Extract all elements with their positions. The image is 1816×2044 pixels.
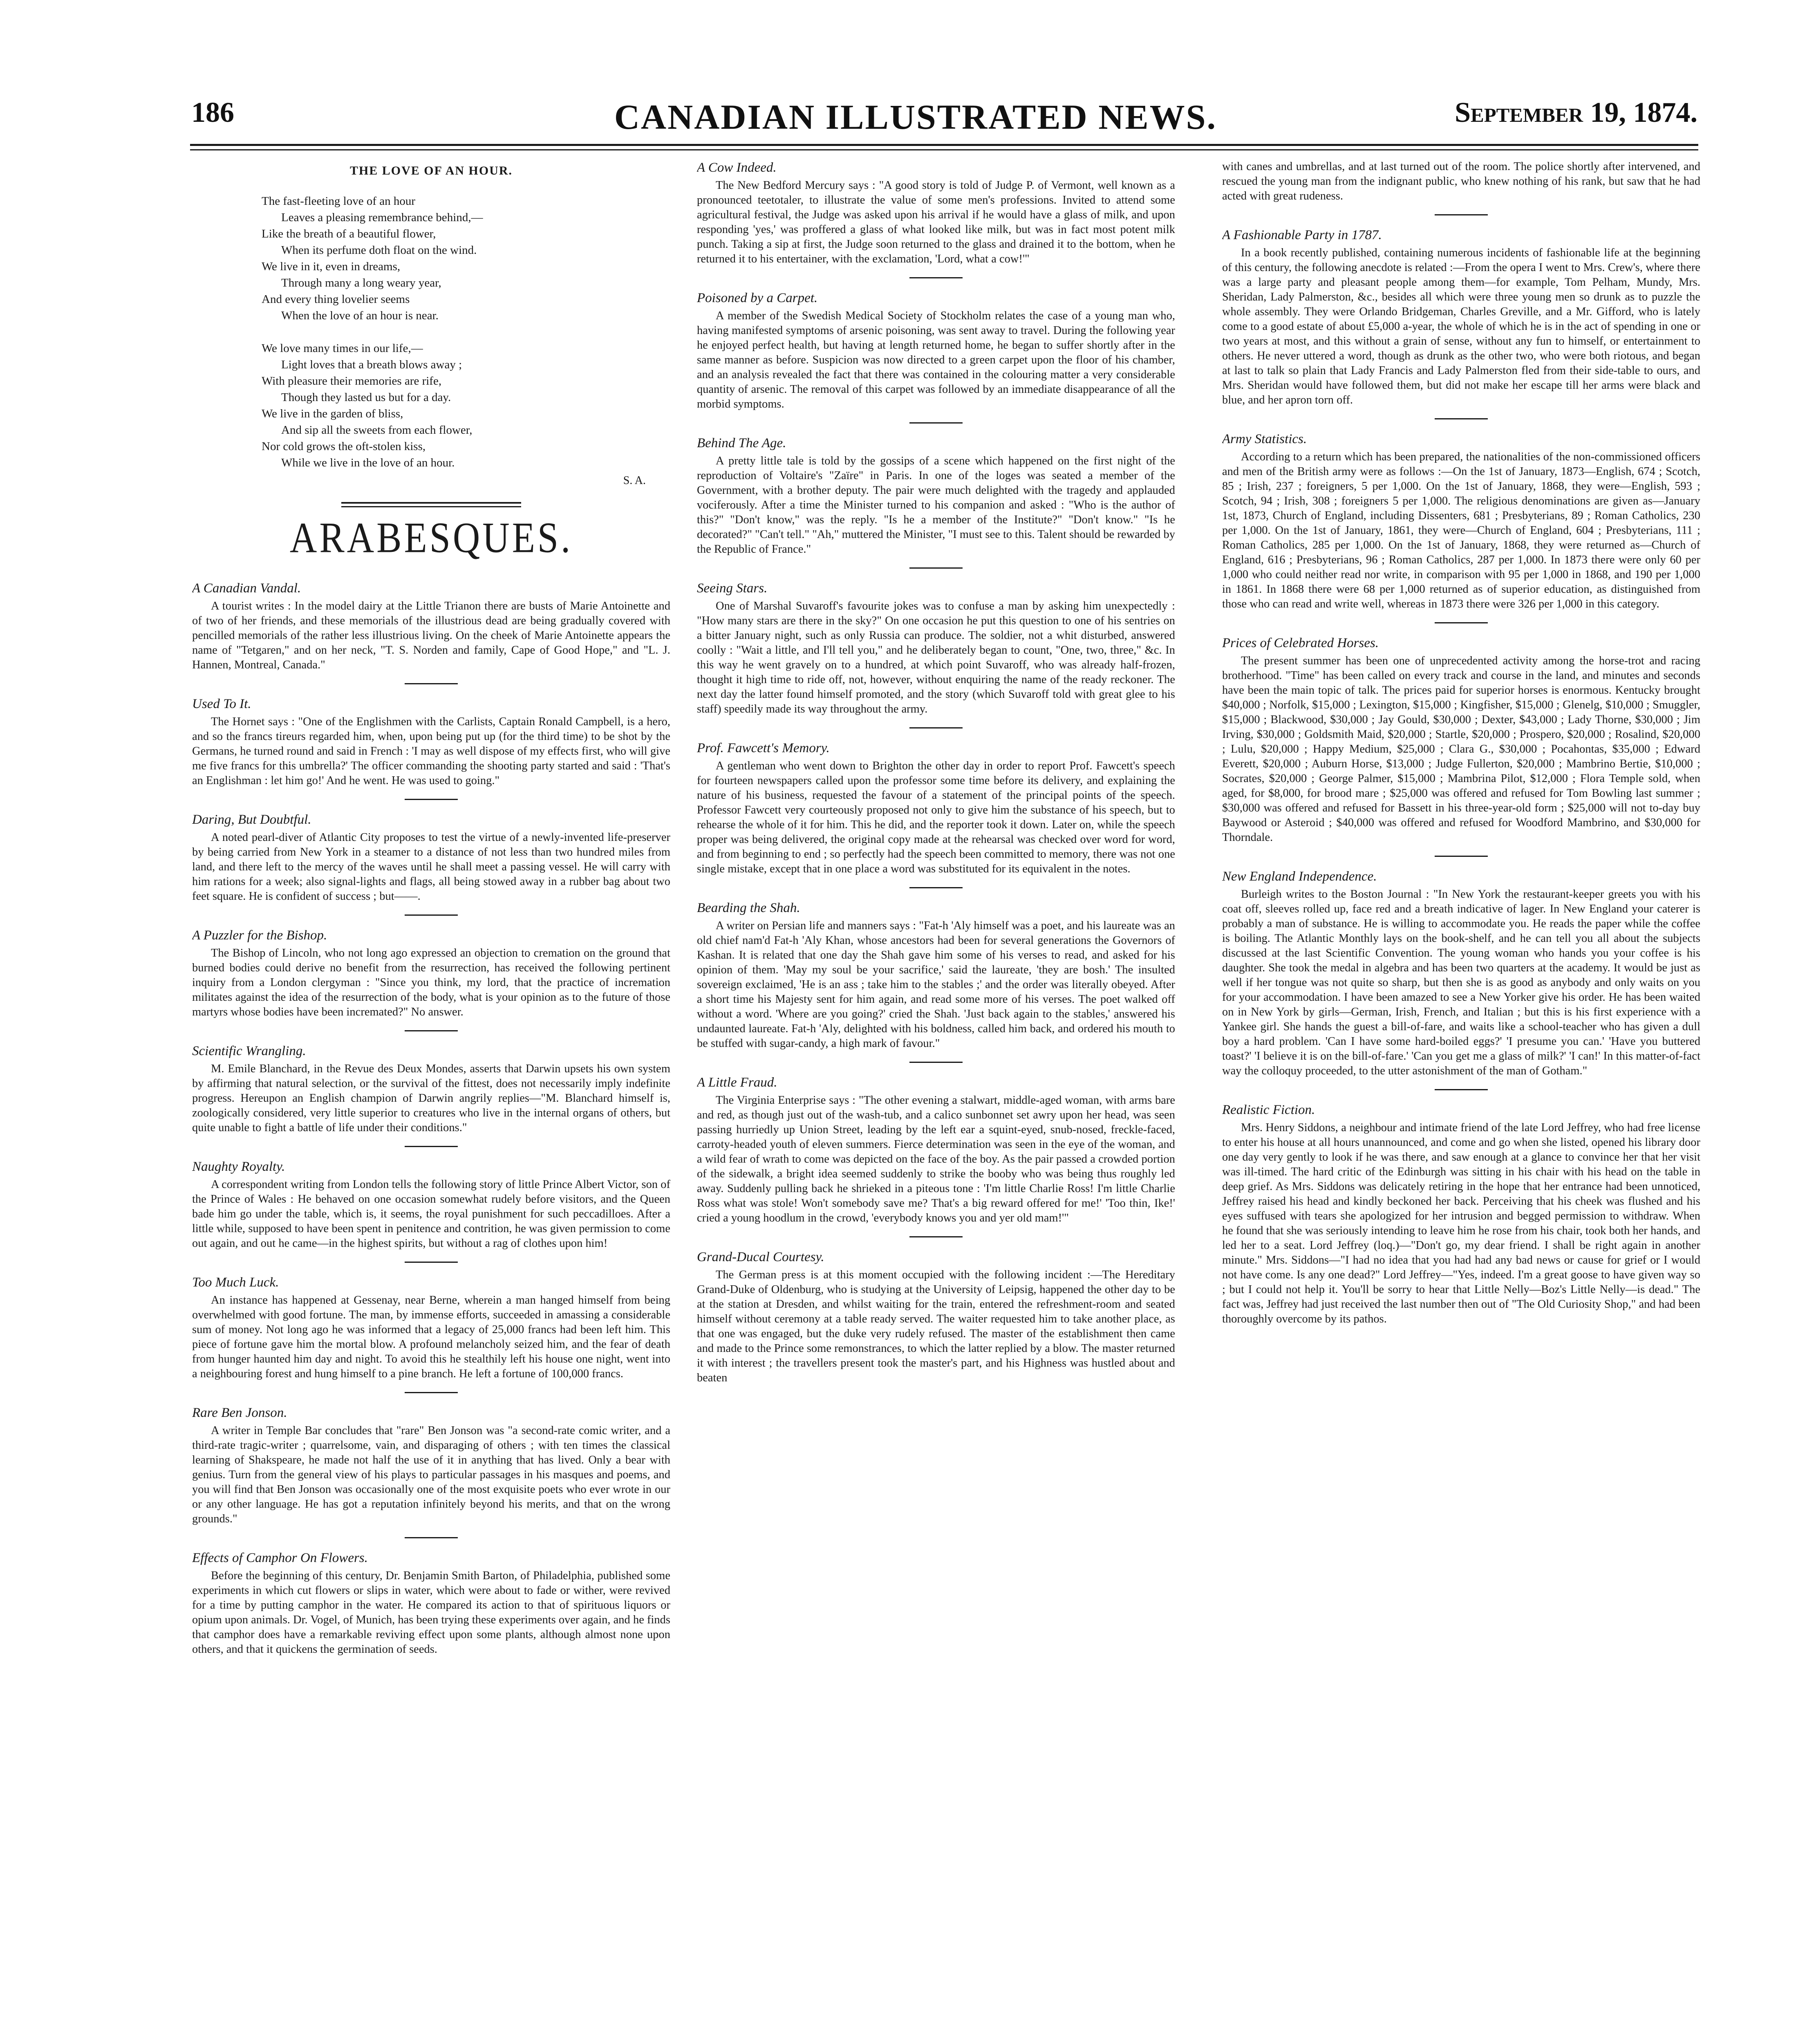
article-title: Used To It. xyxy=(192,697,251,711)
article-body: The Hornet says : "One of the Englishmen with the Carlists, Captain Ronald Campbell, is a hero, and so the francs tireurs regarded him, when, upon being put up (for the third time) to be shot by the Germans, he turned round and said in French : 'I may as well dispose of my effects first, who will give me five francs for this umbrella?' The officer commanding the shooting party started and said : 'That's an Englishman : let him go!' And he went. He was used to going." xyxy=(192,715,670,787)
poem-line: The fast-fleeting love of an hour xyxy=(262,195,416,208)
article-body: A pretty little tale is told by the gossips of a scene which happened on the first night of the reproduction of Voltaire's "Zaïre" in Paris. In one of the loges was seated a member of the Government, with a brother deputy. The pair were much delighted with the tragedy and applauded vociferously. After a time the Minister turned to his companion and asked : "Who is the author of this?" "Don't know," was the reply. "Is he a member of the Institute?" "Don't know." "Is he decorated?" "Can't tell." "Ah," muttered the Minister, "I must see to this. Talent should be rewarded by the Republic of France." xyxy=(697,455,1175,556)
article-title: Seeing Stars. xyxy=(697,581,768,596)
column-3 xyxy=(1222,159,1700,2044)
column-2 xyxy=(697,159,1175,2044)
article-body: Before the beginning of this century, Dr. Benjamin Smith Barton, of Philadelphia, published some experiments in which cut flowers or slips in water, which were about to fade or wither, were revived for a time by putting camphor in the water. He compared its action to that of spirituous liquors or opium upon animals. Dr. Vogel, of Munich, has been trying these experiments over again, and he finds that camphor does have a remarkable reviving effect upon some plants, although almost none upon others, and that it quickens the germination of seeds. xyxy=(192,1569,670,1656)
article xyxy=(1222,868,1700,1078)
article-body: Mrs. Henry Siddons, a neighbour and intimate friend of the late Lord Jeffrey, who had free license to enter his house at all hours unannounced, and come and go when she listed, opened his library door one day very gently to look if he was there, and saw enough at a glance to convince her that her visit was ill-timed. The hard critic of the Edinburgh was sitting in his chair with his head on the table in deep grief. As Mrs. Siddons was delicately retiring in the hope that her entrance had been unnoticed, Jeffrey raised his head and kindly beckoned her back. Perceiving that his cheek was flushed and his eyes suffused with tears she apologized for her intrusion and begged permission to withdraw. When he found that she was seriously intending to leave him he rose from his chair, took both her hands, and led her to a seat. Lord Jeffrey (loq.)—"Don't go, my dear friend. I shall be right again in another minute." Mrs. Siddons—"I had no idea that you had had any bad news or cause for grief or I would not have come. Is any one dead?" Lord Jeffrey—"Yes, indeed. I'm a great goose to have given way so ; but I could not help it. You'll be sorry to hear that Little Nelly—Boz's Little Nelly—is dead." The fact was, Jeffrey had just received the last number then out of "The Old Curiosity Shop," and had been thoroughly overcome by its pathos. xyxy=(1222,1121,1700,1325)
article-divider xyxy=(909,887,963,888)
article-title: Too Much Luck. xyxy=(192,1275,279,1290)
article xyxy=(697,290,1175,412)
article xyxy=(192,1405,670,1526)
article-divider xyxy=(405,683,458,684)
article-body: According to a return which has been prepared, the nationalities of the non-commissioned officers and men of the British army were as follows :—On the 1st of January, 1873—English, 674 ; Scotch, 85 ; Irish, 237 ; foreigners, 5 per 1,000. On the 1st of January, 1868, they were—English, 593 ; Scotch, 94 ; Irish, 308 ; foreigners 5 per 1,000. The religious denominations are given as—January 1st, 1873, Church of England, including Dissenters, 681 ; Presbyterians, 89 ; Roman Catholics, 230 per 1,000. On the 1st of January, 1861, they were—Church of England, 604 ; Presbyterians, 111 ; Roman Catholics, 285 per 1,000. On the 1st of January, 1868, they were returned as—Church of England, 616 ; Presbyterians, 96 ; Roman Catholics, 287 per 1,000. In 1873 there were only 60 per 1,000 who could neither read nor write, in comparison with 95 per 1,000 in 1868, and 190 per 1,000 in 1861. In 1868 there were 68 per 1,000 returned as of superior education, as distinguished from those who can read and write well, whereas in 1873 there were 326 per 1,000 in this category. xyxy=(1222,450,1700,610)
article xyxy=(697,159,1175,267)
article-divider xyxy=(1435,1089,1488,1090)
poem-line: We live in it, even in dreams, xyxy=(262,260,401,273)
article-body: A correspondent writing from London tells the following story of little Prince Albert Victor, son of the Prince of Wales : He behaved on one occasion somewhat rudely before visitors, and the Queen bade him go under the table, which is, it seems, the royal punishment for such peccadilloes. After a little while, supposed to have been spent in penitence and contrition, he was given permission to come out again, and out he came—in the highest spirits, but without a rag of clothes upon him! xyxy=(192,1178,670,1250)
poem-line: Though they lasted us but for a day. xyxy=(281,391,451,404)
poem-line: Through many a long weary year, xyxy=(281,276,441,289)
article-title: Scientific Wrangling. xyxy=(192,1044,306,1058)
poem-line: Leaves a pleasing remembrance behind,— xyxy=(281,211,483,224)
article-divider xyxy=(405,799,458,800)
section-rule xyxy=(341,502,521,504)
article-body: A noted pearl-diver of Atlantic City proposes to test the virtue of a newly-invented life-preserver by being carried from New York in a steamer to a distance of not less than two hundred miles from land, and there left to the mercy of the waves until he shall meet a passing vessel. He will carry with him rations for a week; also signal-lights and flags, all being stowed away in a rubber bag about two feet square. He is confident of success ; but——. xyxy=(192,831,670,903)
article-divider xyxy=(405,1146,458,1147)
section-title: ARABESQUES. xyxy=(289,513,573,562)
article-body: A gentleman who went down to Brighton the other day in order to report Prof. Fawcett's speech for fourteen newspapers called upon the professor some time before its delivery, and explaining the nature of his business, requested the favour of a statement of the principal points of the speech. Professor Fawcett very courteously proposed not only to give him the substance of his speech, but to rehearse the whole of it for him. This he did, and the reporter took it down. Later on, while the speech proper was being delivered, the original copy made at the rehearsal was checked over word for word, and from beginning to end ; so perfectly had the speech been committed to memory, there was not one single mistake, except that in one place a word was substituted for its equivalent in the notes. xyxy=(697,760,1175,875)
article-title: Daring, But Doubtful. xyxy=(192,812,311,827)
article-body: M. Emile Blanchard, in the Revue des Deux Mondes, asserts that Darwin upsets his own system by affirming that natural selection, or the survival of the fittest, does not necessarily imply indefinite progress. Hereupon an English champion of Darwin angrily replies—"M. Blanchard himself is, zoologically considered, very little superior to creatures who live in the internal organs of others, but quite unable to fight a battle of life under their conditions." xyxy=(192,1062,670,1134)
article-title: Prices of Celebrated Horses. xyxy=(1222,636,1379,650)
article-divider xyxy=(405,1262,458,1263)
article-body: In a book recently published, containing numerous incidents of fashionable life at the beginning of this century, the following anecdote is related :—From the opera I went to Mrs. Crew's, where there was a large party and pleasant people among them—for example, Tom Pelham, Mundy, Mrs. Sheridan, Lady Palmerston, &c., besides all which were three young men so drunk as to puzzle the whole assembly. They were Orlando Bridgeman, Charles Greville, and a Mr. Gifford, who is lately come to a good estate of about £5,000 a-year, the whole of which he is in the act of spending in one or two years at most, and this without a grain of sense, without any fun to himself, or entertainment to others. He never uttered a word, though as drunk as the other two, who were both riotous, and began at last to talk so plain that Lady Francis and Lady Palmerston fled from their side-table to ours, and Mrs. Sheridan would have followed them, but did not make her escape till her arms were black and blue, and her apron torn off. xyxy=(1222,247,1700,406)
article xyxy=(1222,431,1700,612)
article-divider xyxy=(909,1236,963,1237)
poem-line: When its perfume doth float on the wind. xyxy=(281,244,477,257)
masthead-rule xyxy=(190,144,1698,146)
column-1-articles xyxy=(192,580,670,1657)
article xyxy=(192,811,670,904)
article xyxy=(697,435,1175,557)
article xyxy=(192,927,670,1020)
article-title: A Little Fraud. xyxy=(697,1075,777,1090)
article-body: The German press is at this moment occupied with the following incident :—The Hereditary Grand-Duke of Oldenburg, who is studying at the University of Leipsig, happened the other day to be at the station at Dresden, and whilst waiting for the train, entered the refreshment-room and seated himself without ceremony at a table ready served. The waiter requested him to take another place, as that one was engaged, but the duke very rudely refused. The master of the establishment then came and made to the Prince some remonstrances, to which the latter replied by a blow. The master returned it with interest ; the travellers present took the master's part, and his Highness was hustled about and beaten xyxy=(697,1269,1175,1384)
article-body: with canes and umbrellas, and at last turned out of the room. The police shortly after intervened, and rescued the young man from the indignant public, who knew nothing of his rank, but saw that he had acted with great rudeness. xyxy=(1222,160,1700,202)
article xyxy=(1222,635,1700,845)
column-2-articles xyxy=(697,159,1175,1385)
article xyxy=(697,1074,1175,1226)
page-number: 186 xyxy=(191,97,234,128)
article xyxy=(192,1550,670,1657)
article xyxy=(192,1274,670,1381)
article-body: The Bishop of Lincoln, who not long ago expressed an objection to cremation on the ground that burned bodies could derive no benefit from the resurrection, has received the following pertinent inquiry from a London clergyman : "Since you think, my lord, that the practice of incremation militates against the idea of the resurrection of the body, what is your opinion as to the future of those martyrs whose bodies have been incremated?" No answer. xyxy=(192,947,670,1018)
article-divider xyxy=(909,422,963,424)
poem-line: With pleasure their memories are rife, xyxy=(262,374,442,388)
poem-body xyxy=(192,193,670,471)
article-title: A Cow Indeed. xyxy=(697,160,777,175)
masthead-title: CANADIAN ILLUSTRATED NEWS. xyxy=(614,97,1217,137)
article-body: A writer in Temple Bar concludes that "rare" Ben Jonson was "a second-rate comic writer, and a third-rate tragic-writer ; quarrelsome, vain, and disparaging of others ; with ten times the classical learning of Shakspeare, he made not half the use of it in anything that has lived. Only a bear with genius. Turn from the general view of his plays to particular passages in his masques and poems, and you will find that Ben Jonson was occasionally one of the most exquisite poets who ever wrote in our or any other language. He has got a reputation infinitely beyond his merits, and that on the wrong grounds." xyxy=(192,1424,670,1525)
masthead-rule-thin xyxy=(190,149,1698,150)
article xyxy=(192,1043,670,1135)
article-body: Burleigh writes to the Boston Journal : "In New York the restaurant-keeper greets you with his coat off, sleeves rolled up, face red and a breath indicative of lager. In New England your caterer is probably a man of substance. He is willing to accommodate you. He reads the paper while the coffee is boiling. The Atlantic Monthly lays on the book-shelf, and he can tell you all about the subjects discussed at the last Scientific Convention. The young woman who hands you your coffee is his daughter. She took the medal in algebra and has been two quarters at the academy. It would be just as well if her tongue was not quite so sharp, but then she is as good as anybody and only waits on you for your accommodation. I have been amazed to see a New Yorker give his order. He has been waited on in New York by girls—German, Irish, French, and Italian ; but this is his first experience with a Yankee girl. She hands the guest a bill-of-fare, and waits like a school-teacher who has given a dull boy a hard problem. 'Can I have some hard-boiled eggs?' 'I presume you can.' 'Have you buttered toast?' 'I believe it is on the bill-of-fare.' 'Can you get me a glass of milk?' 'I can!' In this matter-of-fact way the colloquy proceeded, to the utter astonishment of the man of Gotham." xyxy=(1222,888,1700,1077)
article-divider xyxy=(1435,856,1488,857)
column-3-articles xyxy=(1222,159,1700,1327)
article xyxy=(192,580,670,672)
article xyxy=(192,696,670,788)
poem-line: Nor cold grows the oft-stolen kiss, xyxy=(262,440,426,453)
stanza-gap xyxy=(262,324,670,340)
article xyxy=(192,1159,670,1251)
poem-line: Like the breath of a beautiful flower, xyxy=(262,227,436,240)
article-divider xyxy=(405,1392,458,1393)
article xyxy=(1222,159,1700,204)
article-divider xyxy=(1435,418,1488,419)
article xyxy=(1222,227,1700,408)
article-body: The present summer has been one of unprecedented activity among the horse-trot and racing brotherhood. "Time" has been called on every track and course in the land, and minutes and seconds have been the main topic of talk. The prices paid for superior horses is enormous. Kentucky brought $40,000 ; Norfolk, $15,000 ; Lexington, $15,000 ; Kingfisher, $15,000 ; Glenelg, $10,000 ; Smuggler, $15,000 ; Blackwood, $30,000 ; Jay Gould, $30,000 ; Dexter, $43,000 ; Lady Thorne, $30,000 ; Jim Irving, $30,000 ; Goldsmith Maid, $20,000 ; Startle, $20,000 ; Prospero, $20,000 ; Rosalind, $20,000 ; Lulu, $20,000 ; Happy Medium, $25,000 ; Clara G., $30,000 ; Pocahontas, $35,000 ; Edward Everett, $20,000 ; Auburn Horse, $13,000 ; Judge Fullerton, $20,000 ; Mambrino Bertie, $10,000 ; Socrates, $20,000 ; George Palmer, $15,000 ; Mambrina Pilot, $12,000 ; Flora Temple sold, when aged, for $8,000, for brood mare ; $25,000 was offered and refused for Tom Bowling last summer ; $30,000 was offered and refused for Bassett in his three-year-old form ; $25,000 will not to-day buy Baywood or Asteroid ; $40,000 was offered and refused for Woodford Mambrino, and $30,000 for Thorndale. xyxy=(1222,654,1700,844)
article-body: The Virginia Enterprise says : "The other evening a stalwart, middle-aged woman, with arms bare and red, as though just out of the wash-tub, and a calico sunbonnet set awry upon her head, was seen passing hurriedly up Union Street, leading by the left ear a squint-eyed, snub-nosed, freckle-faced, carroty-headed youth of eleven summers. Fierce determination was seen in the eye of the woman, and a wild fear of wrath to come was depicted on the face of the boy. As the pair passed a crowded portion of the sidewalk, a bright idea seemed suddenly to strike the booby who was being thus roughly led away. Suddenly pulling back he shrieked in a piteous tone : 'I'm little Charlie Ross! I'm little Charlie Ross what was stole! Won't somebody save me? That's a big reward offered for me!' 'Too thin, Ike!' cried a young hoodlum in the crowd, 'everybody knows you and yer old mam!'" xyxy=(697,1094,1175,1224)
poem-line: And every thing lovelier seems xyxy=(262,293,410,306)
article-divider xyxy=(405,1030,458,1031)
article-title: A Fashionable Party in 1787. xyxy=(1222,228,1382,242)
article-title: Poisoned by a Carpet. xyxy=(697,291,818,305)
article-title: Bearding the Shah. xyxy=(697,901,800,915)
poem-line: While we live in the love of an hour. xyxy=(281,456,455,469)
poem xyxy=(192,164,670,488)
issue-date: September 19, 1874. xyxy=(1455,97,1697,128)
article-title: A Puzzler for the Bishop. xyxy=(192,928,327,943)
article xyxy=(697,900,1175,1051)
article-divider xyxy=(909,727,963,728)
article-body: One of Marshal Suvaroff's favourite jokes was to confuse a man by asking him unexpectedly : "How many stars are there in the sky?" On one occasion he put this question to one of his sentries on a bitter January night, such as only Russia can produce. The soldier, not a whit disturbed, answered coolly : "Wait a little, and I'll tell you," and he deliberately began to count, "One, two, three," &c. In this way he went gravely on to a hundred, at which point Suvaroff, who was already half-frozen, thought it high time to ride off, not, however, without enquiring the name of the ready reckoner. The next day the latter found himself promoted, and the story (which Suvaroff told with great glee to his staff) speedily made its way throughout the army. xyxy=(697,600,1175,715)
poem-signature: S. A. xyxy=(623,474,646,487)
poem-line: Light loves that a breath blows away ; xyxy=(281,358,462,371)
poem-line: We live in the garden of bliss, xyxy=(262,407,403,420)
article-divider xyxy=(909,277,963,278)
article-body: A member of the Swedish Medical Society of Stockholm relates the case of a young man who, having manifested symptoms of arsenic poisoning, was sent away to travel. During the following year he enjoyed perfect health, but having at length returned home, he began to suffer shortly after in the same manner as before. Suspicion was now directed to a green carpet upon the floor of his chamber, and an analysis revealed the fact that there was contained in the colouring matter a very considerable quantity of arsenic. The removal of this carpet was followed by an immediate disappearance of all the morbid symptoms. xyxy=(697,309,1175,410)
article-title: A Canadian Vandal. xyxy=(192,581,301,596)
article-title: Prof. Fawcett's Memory. xyxy=(697,741,830,755)
article-divider xyxy=(405,1537,458,1538)
article-title: Rare Ben Jonson. xyxy=(192,1405,287,1420)
article-title: Naughty Royalty. xyxy=(192,1159,285,1174)
article-title: Behind The Age. xyxy=(697,436,786,450)
article-divider xyxy=(1435,622,1488,623)
article-divider xyxy=(1435,214,1488,215)
article xyxy=(697,1249,1175,1385)
article-body: The New Bedford Mercury says : "A good story is told of Judge P. of Vermont, well known as a pronounced teetotaler, to illustrate the value of some men's professions. Invited to attend some agricultural festival, the Judge was asked upon his arrival if he would have a glass of milk, and upon responding 'yes,' was proffered a glass of what looked like milk, but was in fact most potent milk punch. Taking a sip at first, the Judge soon returned to the glass and drained it to the bottom, when he returned it to his entertainer, with the exclamation, 'Lord, what a cow!'" xyxy=(697,179,1175,265)
article-divider xyxy=(909,567,963,569)
article xyxy=(1222,1102,1700,1327)
article-body: A writer on Persian life and manners says : "Fat-h 'Aly himself was a poet, and his laureate was an old chief nam'd Fat-h 'Aly Khan, whose ancestors had been for several generations the Governors of Kashan. It is related that one day the Shah gave him some of his verses to read, and asked for his opinion of them. 'May my soul be your sacrifice,' said the laureate, 'they are bosh.' The insulted sovereign exclaimed, 'He is an ass ; take him to the stables ;' and the order was literally obeyed. After a short time his Majesty sent for him again, and read some more of his verses. The poet walked off without a word. 'Where are you going?' cried the Shah. 'Just back again to the stables,' answered his undaunted laureate. Fat-h 'Aly, delighted with his boldness, called him back, and ordered his mouth to be stuffed with sugar-candy, a high mark of favour." xyxy=(697,919,1175,1050)
poem-line: When the love of an hour is near. xyxy=(281,309,439,322)
column-1 xyxy=(192,159,670,2044)
poem-title: THE LOVE OF AN HOUR. xyxy=(349,164,513,177)
article-divider xyxy=(405,914,458,916)
article-title: Grand-Ducal Courtesy. xyxy=(697,1250,824,1264)
article xyxy=(697,580,1175,717)
article-title: New England Independence. xyxy=(1222,869,1377,884)
poem-line: And sip all the sweets from each flower, xyxy=(281,424,472,437)
poem-line: We love many times in our life,— xyxy=(262,342,423,355)
article-title: Realistic Fiction. xyxy=(1222,1103,1315,1117)
section-rule xyxy=(341,506,521,507)
article-body: A tourist writes : In the model dairy at the Little Trianon there are busts of Marie Antoinette and of two of her friends, and these memorials of the illustrious dead are being gradually covered with pencilled memorials of the rather less illustrious living. On the cheek of Marie Antoinette appears the name of "Tetgaren," and on her neck, "T. S. Norden and family, Cape of Good Hope," and "L. J. Hannen, Montreal, Canada." xyxy=(192,600,670,671)
article-divider xyxy=(909,1062,963,1063)
article-title: Effects of Camphor On Flowers. xyxy=(192,1551,368,1565)
article-title: Army Statistics. xyxy=(1222,432,1307,446)
article-body: An instance has happened at Gessenay, near Berne, wherein a man hanged himself from being overwhelmed with good fortune. The man, by immense efforts, succeeded in amassing a considerable sum of money. Not long ago he was informed that a legacy of 25,000 francs had been left him. This piece of fortune gave him the mortal blow. A profound melancholy seized him, and the fear of death from hunger haunted him day and night. To avoid this he stealthily left his house one night, went into a neighbouring forest and hung himself to a pine branch. He left a fortune of 100,000 francs. xyxy=(192,1294,670,1380)
article xyxy=(697,740,1175,876)
